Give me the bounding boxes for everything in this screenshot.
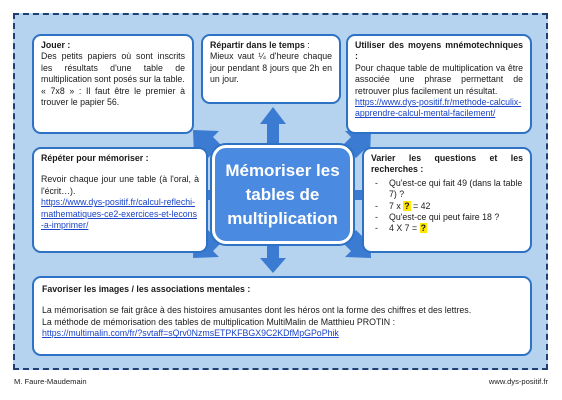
varier-title: Varier les questions et les recherches : <box>371 153 523 175</box>
list-item <box>371 223 523 234</box>
central-topic <box>212 145 353 244</box>
repeter-link[interactable]: https://www.dys-positif.fr/calcul-reflechi-mathematiques-ce2-exercices-et-lecons-a-imprimer/ <box>41 197 197 231</box>
repartir-body: Mieux vaut ¼ d'heure chaque jour pendant 8 jours que 2h en un jour. <box>210 51 332 85</box>
list-item <box>371 178 523 201</box>
box-mnemo <box>346 34 532 134</box>
mnemo-title: Utiliser des moyens mnémotechniques : <box>355 40 523 62</box>
mnemo-body: Pour chaque table de multiplication va être associée une phrase permettant de retrouver plus facilement un résultat. <box>355 62 523 96</box>
box-jouer <box>32 34 194 134</box>
varier-question-list <box>371 178 523 235</box>
footer-site: www.dys-positif.fr <box>488 377 548 386</box>
images-title: Favoriser les images / les associations mentales : <box>42 284 251 294</box>
box-images <box>32 276 532 356</box>
question-2-start: 7 x <box>389 200 401 211</box>
box-repartir: Répartir dans le temps : Mieux vaut ¼ d'heure chaque jour pendant 8 jours que 2h en un jour. <box>201 34 341 104</box>
repartir-title: Répartir dans le temps <box>210 40 305 50</box>
images-line-2: La méthode de mémorisation des tables de multiplication MultiMalin de Matthieu PROTIN : <box>42 316 396 327</box>
center-title-line-1: Mémoriser les <box>225 160 340 180</box>
jouer-quote: « 7x8 » : Il faut être le premier à trouver le papier 56. <box>41 85 185 108</box>
question-4-mark: ? <box>420 223 426 234</box>
box-varier <box>362 147 532 253</box>
list-item <box>371 201 523 212</box>
repeter-body: Revoir chaque jour une table (à l'oral, à l'écrit…). <box>41 174 199 196</box>
box-repeter <box>32 147 208 253</box>
question-1: Qu'est-ce qui fait 49 (dans la table 7) ? <box>389 177 523 200</box>
footer-author: M. Faure-Maudemain <box>14 377 87 386</box>
jouer-body: Des petits papiers où sont inscrits les résultats d'une table de multiplication sont posés sur la table. <box>41 51 185 85</box>
arrow-down-icon <box>260 244 286 273</box>
question-3: Qu'est-ce qui peut faire 18 ? <box>389 212 500 223</box>
mnemo-link[interactable]: https://www.dys-positif.fr/methode-calculix-apprendre-calcul-mental-facilement/ <box>355 97 522 119</box>
repeter-title: Répéter pour mémoriser : <box>41 153 149 163</box>
jouer-title: Jouer : <box>41 40 71 50</box>
list-item <box>371 212 523 223</box>
images-line-1: La mémorisation se fait grâce à des histoires amusantes dont les héros ont la forme des chiffres et des lettres. <box>42 305 472 316</box>
arrow-up-icon <box>260 107 286 146</box>
images-link[interactable]: https://multimalin.com/fr/?svtaff=sQrv0NzmsETPKFBGX9C2KDfMpGPoPhik <box>42 328 339 339</box>
center-title-line-3: multiplication <box>227 208 338 228</box>
center-title-line-2: tables de <box>245 184 320 204</box>
question-4-start: 4 X 7 = <box>389 223 418 234</box>
question-2-mark: ? <box>404 200 410 211</box>
question-2-end: = 42 <box>413 200 431 211</box>
